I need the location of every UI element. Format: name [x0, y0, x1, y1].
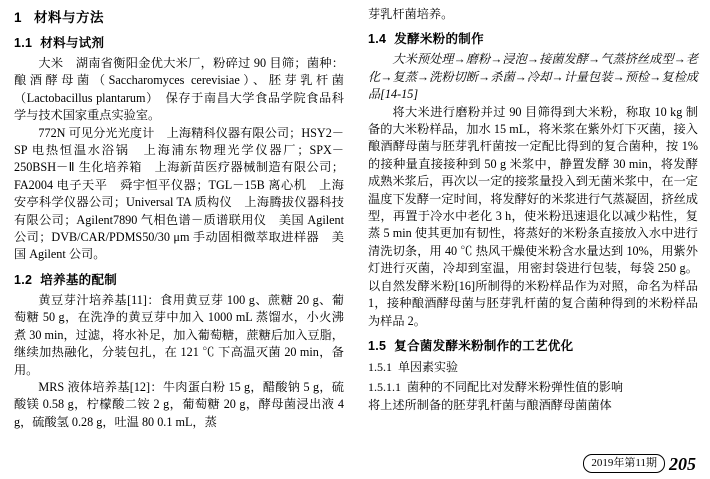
section-title-1-5: 复合菌发酵米粉制作的工艺优化: [394, 338, 574, 353]
section-title-1-2: 培养基的配制: [40, 272, 118, 287]
section-heading-1-4: [368, 29, 698, 47]
section-heading-1-5-1: [368, 358, 698, 375]
section-number-1: 1: [14, 10, 23, 25]
section-heading-1: [14, 6, 344, 26]
section-title-1-4: 发酵米粉的制作: [394, 32, 484, 47]
paragraph-single-factor-text: 将上述所制备的胚芽乳杆菌与酿酒酵母菌菌体: [368, 397, 612, 412]
left-column: [14, 6, 344, 431]
section-title-1: 材料与方法: [34, 10, 105, 25]
two-column-layout: [14, 6, 696, 431]
section-number-1-5: 1.5: [368, 338, 387, 353]
section-heading-1-5-1-1: [368, 378, 698, 395]
section-heading-1-1: [14, 33, 344, 51]
section-number-1-5-1-1: 1.5.1.1: [368, 379, 401, 394]
section-heading-1-5: [368, 336, 698, 354]
section-title-1-1: 材料与试剂: [40, 36, 105, 50]
paragraph-instruments: 772N 可见分光光度计 上海精科仪器有限公司；HSY2－SP 电热恒温水浴锅 上海浦东物理光学仪器厂；SPX－250BSH－Ⅱ 生化培养箱 上海新苗医疗器械制造有限公司；FA2004 电子天平 舜宇恒平仪器；TGL－15B 离心机 上海安亭科学仪器公司；Universal TA 质构仪 上海腾拔仪器科技有限公司；Agilent7890 气相色谱－质谱联用仪 美国 Agilent 公司；DVB/CAR/PDMS50/30 μm 手动固相微萃取进样器 美国 Agilent 公司。: [14, 125, 344, 262]
paragraph-mrs-medium: MRS 液体培养基[12]：牛肉蛋白粉 15 g，醋酸钠 5 g，硫酸镁 0.58 g，柠檬酸二铵 2 g，葡萄糖 20 g，酵母菌浸出液 4 g，硫酸氢 0.28 g，吐温 80 0.1 mL，蒸: [14, 379, 344, 429]
paragraph-continuation-top: 芽乳杆菌培养。: [368, 7, 454, 21]
page-footer: [583, 454, 696, 473]
issue-badge: 2019年第11期: [583, 454, 665, 473]
section-number-1-1: 1.1: [14, 36, 33, 50]
section-number-1-4: 1.4: [368, 32, 387, 47]
page-number: 205: [669, 453, 696, 474]
process-flow-text: 大米预处理→磨粉→浸泡→接菌发酵→气蒸挤丝成型→老化→复蒸→洗粉切断→杀菌→冷却→计量包装→预检→复检成品[14-15]: [368, 52, 698, 102]
section-heading-1-2: [14, 270, 344, 288]
right-column: [368, 6, 698, 414]
section-number-1-5-1: 1.5.1: [368, 359, 392, 374]
section-title-1-5-1: 单因素实验: [398, 359, 459, 374]
paragraph-fermented-rice-noodle-process: 将大米进行磨粉并过 90 目筛得到大米粉，称取 10 kg 制备的大米粉样品，加水 15 mL，将米浆在紫外灯下灭菌，接入酿酒酵母菌与胚芽乳杆菌按一定配比得到的复合菌种，按 1% 的接种量直接接种到 50 g 米浆中，静置发酵 30 min，将发酵成熟米浆后，再次以一定的接浆量投入到无菌米浆中，在一定温度下发酵一定时间，将发酵好的米浆进行气蒸凝固，挤丝成型，再置于冷水中老化 3 h，使米粉迅速退化以减少粘性，复蒸 5 min 使其更加有韧性，将蒸好的米粉条直接放入水中进行清洗切条，用 40 ℃ 热风干燥使米粉含水量达到 10%，用紫外灯进行灭菌，冷却到室温，用密封袋进行包装，每袋 250 g。以自然发酵米粉[16]所制得的米粉样品作为对照，命名为样品 1，接种酿酒酵母菌与胚芽乳杆菌的复合菌种得到的米粉样品为样品 2。: [368, 104, 698, 328]
paragraph-soybean-medium: 黄豆芽汁培养基[11]：食用黄豆芽 100 g、蔗糖 20 g、葡萄糖 50 g，在洗净的黄豆芽中加入 1000 mL 蒸馏水，小火沸煮 30 min，过滤，将水补足，加入葡萄糖，蔗糖后加入豆脂，继续加热融化，分装包扎，在 121 ℃ 下高温灭菌 20 min，备用。: [14, 292, 344, 377]
section-title-1-5-1-1: 菌种的不同配比对发酵米粉弹性值的影响: [407, 379, 624, 394]
section-number-1-2: 1.2: [14, 272, 33, 287]
paragraph-materials-rice: 大米 湖南省衡阳金优大米厂，粉碎过 90 目筛；菌种：酿酒酵母菌（Saccharomyces cerevisiae）、胚芽乳杆菌（Lactobacillus plantarum） 保存于南昌大学食品学院食品科学与技术国家重点实验室。: [14, 56, 344, 123]
